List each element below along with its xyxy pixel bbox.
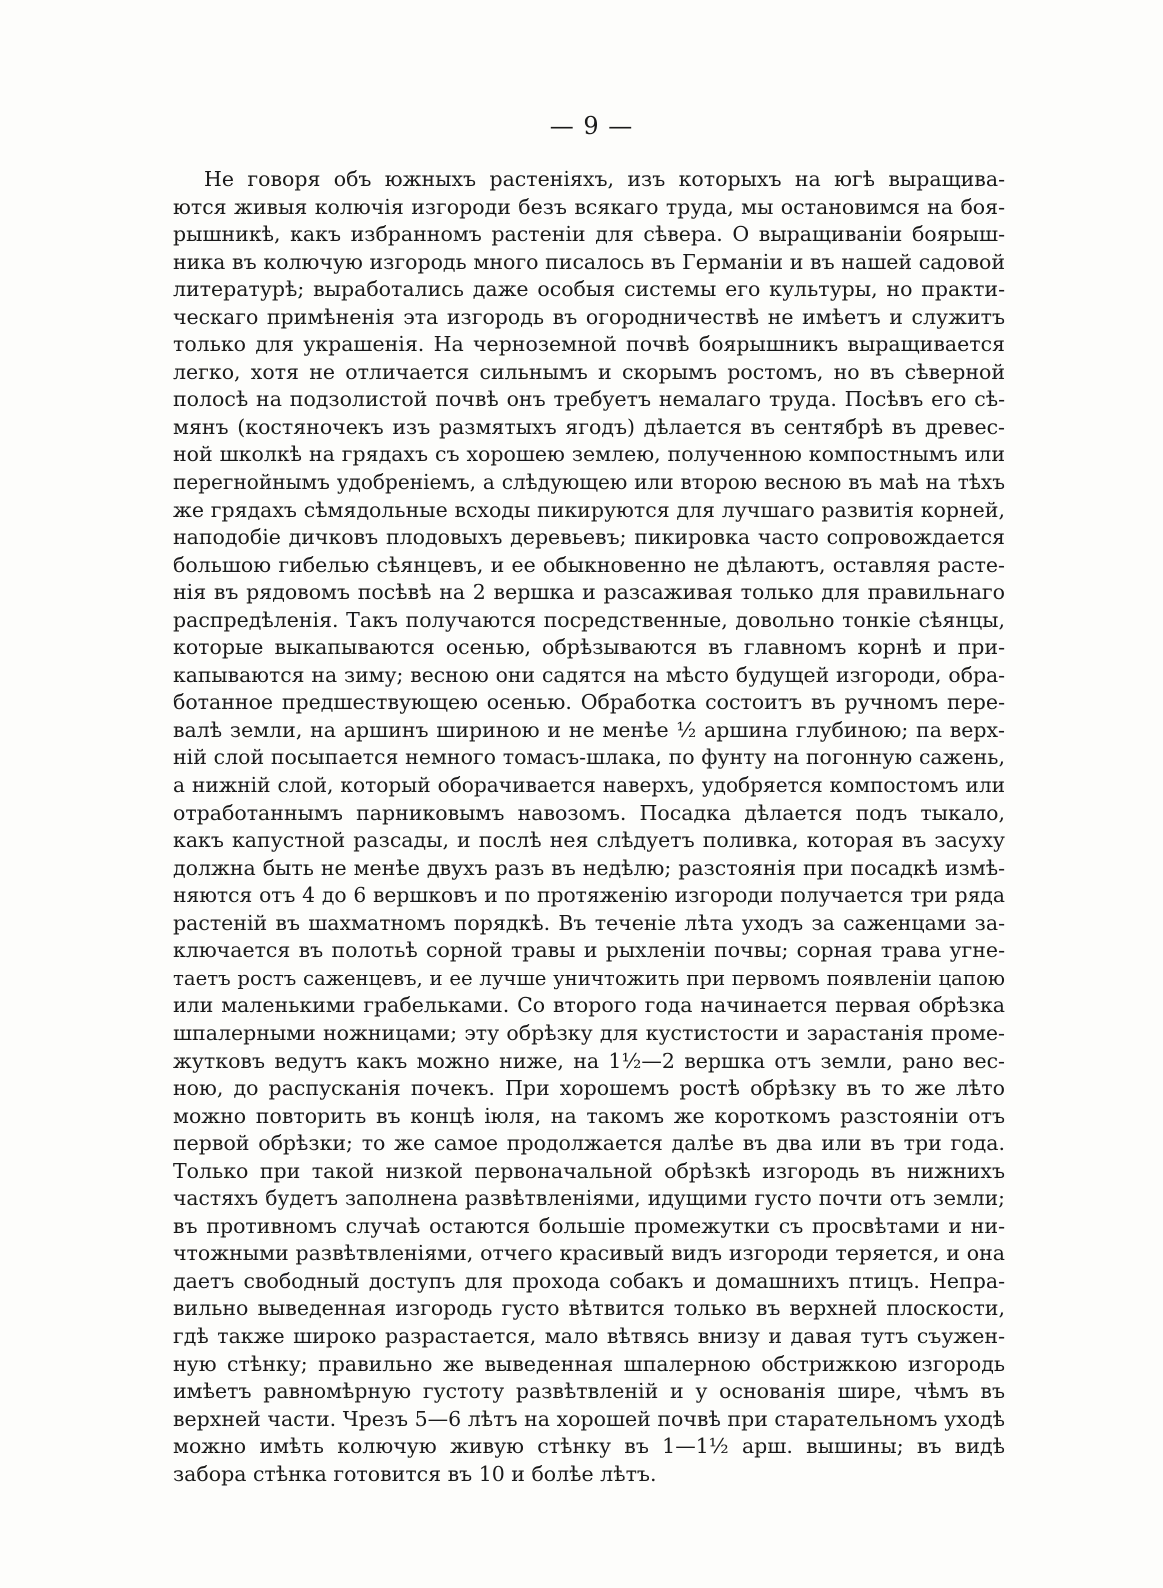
text-line: въ противномъ случаѣ остаются большiе промежутки съ просвѣтами и ни- <box>173 1213 1005 1238</box>
text-line: должна быть не менѣе двухъ разъ въ недѣлю; разстоянiя при посадкѣ измѣ- <box>173 855 1005 880</box>
text-line: перегнойнымъ удобренiемъ, а слѣдующею или второю весною въ маѣ на тѣхъ <box>173 470 1005 495</box>
text-line: ною, до распусканiя почекъ. При хорошемъ ростѣ обрѣзку въ то же лѣто <box>173 1076 1005 1101</box>
text-line: литературѣ; выработались даже особыя системы его культуры, но практи- <box>173 277 1005 302</box>
text-line: распредѣленiя. Такъ получаются посредственные, довольно тонкiе сѣянцы, <box>173 607 1005 632</box>
text-line: ческаго примѣненiя эта изгородь въ огородничествѣ не имѣетъ и служитъ <box>173 304 1005 329</box>
text-line: ключается въ полотьѣ сорной травы и рыхленiи почвы; сорная трава угне- <box>173 938 1005 963</box>
text-line: валѣ земли, на аршинъ шириною и не менѣе ½ аршина глубиною; па верх- <box>173 717 1005 742</box>
text-line: чтожными развѣтвленiями, отчего красивый видъ изгороди теряется, и она <box>173 1241 1005 1266</box>
text-line: Только при такой низкой первоначальной обрѣзкѣ изгородь въ нижнихъ <box>173 1158 1005 1183</box>
text-line: верхней части. Чрезъ 5—6 лѣтъ на хорошей почвѣ при старательномъ уходѣ <box>173 1406 1005 1431</box>
text-line: шпалерными ножницами; эту обрѣзку для кустистости и зарастанiя проме- <box>173 1020 1005 1045</box>
text-line: вильно выведенная изгородь густо вѣтвится только въ верхней плоскости, <box>173 1296 1005 1321</box>
text-line: забора стѣнка готовится въ 10 и болѣе лѣтъ. <box>173 1461 657 1486</box>
text-line: Не говоря объ южныхъ растенiяхъ, изъ которыхъ на югѣ выращива- <box>204 167 1005 191</box>
text-line: легко, хотя не отличается сильнымъ и скорымъ ростомъ, но въ сѣверной <box>173 359 1005 384</box>
text-line: нiя въ рядовомъ посѣвѣ на 2 вершка и разсаживая только для правильнаго <box>173 580 1005 605</box>
text-line: частяхъ будетъ заполнена развѣтвленiями, идущими густо почти отъ земли; <box>173 1186 1005 1211</box>
text-line: имѣетъ равномѣрную густоту развѣтвленiй и у основанiя шире, чѣмъ въ <box>173 1379 1005 1404</box>
page-number: — 9 — <box>549 112 634 140</box>
text-line: только для украшенiя. На черноземной почвѣ боярышникъ выращивается <box>173 332 1005 357</box>
text-line: ника въ колючую изгородь много писалось въ Германiи и въ нашей садовой <box>173 249 1005 274</box>
text-line: растенiй въ шахматномъ порядкѣ. Въ теченiе лѣта уходъ за саженцами за- <box>173 910 1005 935</box>
text-line: можно повторить въ концѣ iюля, на такомъ же короткомъ разстоянiи отъ <box>173 1103 1005 1128</box>
text-line: которые выкапываются осенью, обрѣзываются въ главномъ корнѣ и при- <box>173 635 1005 660</box>
text-line: большою гибелью сѣянцевъ, и ее обыкновенно не дѣлаютъ, оставляя расте- <box>173 552 1005 577</box>
body-paragraph <box>173 166 1005 1488</box>
text-line: первой обрѣзки; то же самое продолжается далѣе въ два или въ три года. <box>173 1131 1005 1156</box>
text-line: таетъ ростъ саженцевъ, и ее лучше уничтожить при первомъ появленiи цапою <box>173 966 1005 990</box>
text-line: даетъ свободный доступъ для прохода собакъ и домашнихъ птицъ. Непра- <box>173 1268 1005 1293</box>
text-line: ной школкѣ на грядахъ съ хорошею землею, полученною компостнымъ или <box>173 442 1005 467</box>
text-line: ботанное предшествующею осенью. Обработка состоитъ въ ручномъ пере- <box>173 690 1005 715</box>
text-line: наподобiе дичковъ плодовыхъ деревьевъ; пикировка часто сопровождается <box>173 525 1005 550</box>
text-line: отработаннымъ парниковымъ навозомъ. Посадка дѣлается подъ тыкало, <box>173 800 1005 825</box>
text-line: полосѣ на подзолистой почвѣ онъ требуетъ немалаго труда. Посѣвъ его сѣ- <box>173 387 1005 412</box>
text-line: няются отъ 4 до 6 вершковъ и по протяженiю изгороди получается три ряда <box>173 883 1005 908</box>
text-line: ются живыя колючiя изгороди безъ всякаго труда, мы остановимся на боя- <box>173 194 1005 219</box>
text-line: рышникѣ, какъ избранномъ растенiи для сѣвера. О выращиванiи боярыш- <box>173 222 1005 247</box>
text-line: капываются на зиму; весною они садятся на мѣсто будущей изгороди, обра- <box>173 662 1005 687</box>
text-line: жутковъ ведутъ какъ можно ниже, на 1½—2 вершка отъ земли, рано вес- <box>173 1048 1005 1073</box>
text-line: нiй слой посыпается немного томасъ-шлака, по фунту на погонную сажень, <box>173 745 1005 770</box>
text-line: а нижнiй слой, который оборачивается наверхъ, удобряется компостомъ или <box>173 773 1005 798</box>
text-line: или маленькими грабельками. Со второго года начинается первая обрѣзка <box>173 993 1005 1018</box>
text-line: можно имѣть колючую живую стѣнку въ 1—1½ арш. вышины; въ видѣ <box>173 1434 1005 1459</box>
text-line: ную стѣнку; правильно же выведенная шпалерною обстрижкою изгородь <box>173 1351 1005 1376</box>
text-line: гдѣ также широко разрастается, мало вѣтвясь внизу и давая тутъ съужен- <box>173 1323 1005 1348</box>
text-line: мянъ (костяночекъ изъ размятыхъ ягодъ) дѣлается въ сентябрѣ въ древес- <box>173 414 1005 439</box>
text-line: какъ капустной разсады, и послѣ нея слѣдуетъ поливка, которая въ засуху <box>173 828 1005 853</box>
text-line: же грядахъ сѣмядольные всходы пикируются для лучшаго развитiя корней, <box>173 497 1005 522</box>
